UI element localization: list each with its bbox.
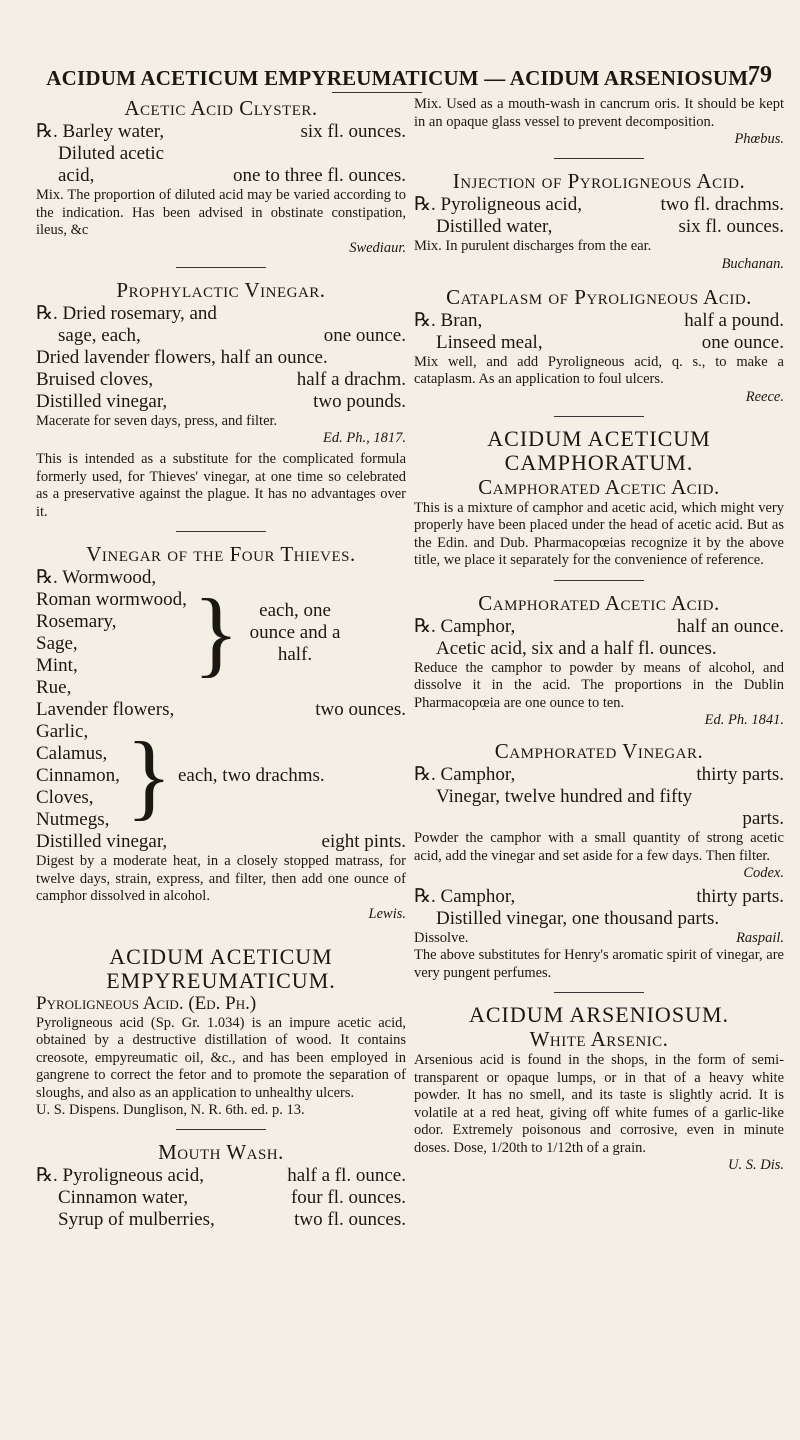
section-mouth-wash: [36, 1140, 406, 1231]
ingredient: ℞. Pyroligneous acid,: [414, 194, 582, 215]
ingredient-row: [414, 764, 784, 786]
ingredient: ℞. Pyroligneous acid,: [36, 1165, 204, 1186]
ingredient-group: [36, 721, 406, 831]
ingredient-row: [414, 310, 784, 332]
source: Reece.: [745, 388, 784, 405]
ingredient: Sage,: [36, 633, 78, 654]
ingredient: ℞. Camphor,: [414, 615, 516, 637]
dose: eight pints.: [321, 831, 406, 852]
source: Ed. Ph., 1817.: [323, 430, 406, 446]
ingredient-list: [36, 721, 120, 831]
ingredient: sage, each,: [58, 324, 141, 346]
section-camphorated-acetic: [414, 591, 784, 730]
dose: one to three fl. ounces.: [232, 165, 406, 186]
dose: thirty parts.: [696, 764, 784, 785]
divider: [554, 992, 644, 993]
note: This is intended as a substitute for the complicated formula formerly used, for Thieves' vinegar, at one time so celebrated as a preservative against the plague. It has no advantages over it.: [36, 451, 406, 520]
note: Mix. Used as a mouth-wash in cancrum oris. It should be kept in an opaque glass vessel to prevent decomposition.: [414, 96, 784, 130]
ingredient-row: [414, 216, 784, 238]
ingredient: Lavender flowers,: [36, 699, 175, 720]
ingredient: parts.: [742, 808, 784, 829]
ingredient: Nutmegs,: [36, 809, 110, 830]
dose: one ounce.: [701, 331, 784, 353]
source: Buchanan.: [721, 255, 784, 272]
dose: half an ounce.: [676, 615, 784, 637]
ingredient: ℞. Dried rosemary, and: [36, 302, 217, 324]
divider: [176, 531, 266, 532]
section-camphorated-vinegar: [414, 739, 784, 982]
section-heading: ACIDUM ARSENIOSUM.: [468, 1002, 730, 1027]
source: Phœbus.: [734, 131, 784, 147]
ingredient: Mint,: [36, 655, 78, 676]
ingredient-row: [36, 1165, 406, 1187]
section-title: Acetic Acid Clyster.: [124, 96, 318, 120]
right-column: [414, 96, 784, 1174]
note: Mix well, and add Pyroligneous acid, q. s., to make a cataplasm. As an application to foul ulcers.: [414, 353, 784, 387]
ingredient-row: [36, 325, 406, 347]
source: U. S. Dispens. Dunglison, N. R. 6th. ed. p. 13.: [36, 1102, 305, 1118]
section-acetic-acid-clyster: [36, 96, 406, 257]
section-heading: ACIDUM ACETICUM CAMPHORATUM.: [487, 425, 711, 475]
ingredient-list: [36, 567, 187, 699]
dose: each, two drachms.: [178, 765, 325, 786]
dose: six fl. ounces.: [678, 216, 784, 237]
note-row: [414, 930, 784, 947]
ingredient: Cinnamon water,: [58, 1187, 189, 1208]
ingredient: Vinegar, twelve hundred and fifty: [436, 786, 693, 807]
ingredient-group: [36, 567, 406, 699]
ingredient: Cinnamon,: [36, 765, 120, 786]
dose: two fl. drachms.: [660, 194, 784, 215]
ingredient: Syrup of mulberries,: [58, 1209, 215, 1230]
section-title: Mouth Wash.: [158, 1140, 284, 1164]
source: U. S. Dis.: [728, 1157, 784, 1173]
source: Swediaur.: [349, 239, 406, 256]
note: The above substitutes for Henry's aromatic spirit of vinegar, are very pungent perfumes.: [414, 947, 784, 981]
dose: half a drachm.: [296, 368, 406, 390]
note: Mix. In purulent discharges from the ear.: [414, 238, 652, 254]
dose: each, one ounce and a half.: [249, 600, 341, 665]
source: Codex.: [743, 865, 784, 881]
divider: [554, 416, 644, 417]
ingredient: Distilled vinegar,: [36, 390, 168, 412]
ingredient-row: [36, 1187, 406, 1209]
note: Reduce the camphor to powder by means of alcohol, and dissolve it in the acid. The proportions in the Dublin Pharmacopœia are one ounce to ten.: [414, 659, 784, 711]
section-heading: ACIDUM ACETICUM EMPYREUMATICUM.: [106, 943, 336, 993]
header-rule: [332, 92, 422, 93]
section-mouth-wash-note: [414, 96, 784, 148]
section-title: Prophylactic Vinegar.: [116, 277, 326, 302]
section-four-thieves: [36, 542, 406, 923]
section-cataplasm: [414, 285, 784, 406]
dose: two fl. ounces.: [294, 1209, 406, 1230]
ingredient: Calamus,: [36, 743, 108, 764]
ingredient: Diluted acetic: [58, 143, 165, 164]
ingredient: ℞. Camphor,: [414, 886, 516, 907]
section-arseniosum: [414, 1003, 784, 1174]
section-injection: [414, 169, 784, 273]
divider: [176, 1129, 266, 1130]
ingredient-row: [36, 165, 406, 187]
ingredient: ℞. Barley water,: [36, 121, 165, 142]
dose: half a pound.: [684, 309, 784, 331]
dose: two ounces.: [315, 699, 406, 720]
ingredient-row: [414, 194, 784, 216]
ingredient: ℞. Bran,: [414, 309, 483, 331]
subtitle: Pyroligneous Acid. (Ed. Ph.): [36, 992, 257, 1014]
ingredient: Distilled vinegar,: [36, 831, 168, 852]
dose: two pounds.: [313, 390, 406, 412]
source: Raspail.: [736, 930, 784, 946]
ingredient-row: [36, 121, 406, 143]
section-title: Injection of Pyroligneous Acid.: [452, 169, 746, 193]
section-camphoratum: [414, 427, 784, 570]
ingredient-row: [414, 886, 784, 908]
source: Ed. Ph. 1841.: [704, 712, 784, 728]
divider: [554, 580, 644, 581]
page-number: 79: [748, 62, 772, 88]
note: This is a mixture of camphor and acetic acid, which might very properly have been placed under the head of acetic acid. But as the Edin. and Dub. Pharmacopœias recognize it by the above title, we place it separately for the convenience of reference.: [414, 499, 784, 568]
note: Powder the camphor with a small quantity of strong acetic acid, add the vinegar and set aside for a few days. Then filter.: [414, 830, 784, 864]
ingredient: Roman wormwood,: [36, 589, 187, 610]
note: Digest by a moderate heat, in a closely stopped matrass, for twelve days, strain, express, and filter, then add one ounce of camphor dissolved in alcohol.: [36, 853, 406, 904]
ingredient: acid,: [58, 165, 95, 186]
ingredient-row: [36, 1209, 406, 1231]
dose: six fl. ounces.: [300, 121, 406, 142]
section-title: Camphorated Vinegar.: [494, 739, 704, 763]
ingredient: Distilled vinegar, one thousand parts.: [436, 908, 720, 929]
ingredient: Acetic acid, six and a half fl. ounces.: [436, 637, 717, 659]
running-title: ACIDUM ACETICUM EMPYREUMATICUM — ACIDUM ARSENIOSUM.: [46, 66, 754, 90]
ingredient: Bruised cloves,: [36, 368, 154, 390]
dose: four fl. ounces.: [290, 1187, 406, 1208]
ingredient-row: [36, 391, 406, 413]
ingredient: Rue,: [36, 677, 72, 698]
section-title: Vinegar of the Four Thieves.: [86, 542, 356, 566]
ingredient-row: [414, 616, 784, 638]
dose: one ounce.: [323, 324, 406, 346]
ingredient-row: [414, 332, 784, 354]
section-title: Camphorated Acetic Acid.: [478, 590, 720, 615]
note: Pyroligneous acid (Sp. Gr. 1.034) is an impure acetic acid, obtained by a destructive distillation of wood. It contains creosote, empyreumatic oil, &c., and has been employed in gangrene to correct the fetor and to promote the separation of sloughs, and also as an application to unhealthy ulcers.: [36, 1014, 406, 1101]
ingredient: Distilled water,: [436, 216, 553, 237]
ingredient: Dried lavender flowers, half an ounce.: [36, 346, 328, 368]
section-prophylactic-vinegar: [36, 278, 406, 522]
ingredient-row: [36, 699, 406, 721]
brace-glyph: }: [125, 722, 172, 829]
divider: [554, 158, 644, 159]
note: Arsenious acid is found in the shops, in the form of semi-transparent or opaque lumps, or in that of a heavy white powder. It has no smell, and its taste is slightly acrid. It is volatile at a red heat, giving off white fumes of a garlic-like odor. Extremely poisonous and corrosive, even in minute doses. Dose, 1/20th to 1/12th of a grain.: [414, 1052, 784, 1156]
ingredient: Cloves,: [36, 787, 94, 808]
ingredient: Linseed meal,: [436, 331, 543, 353]
ingredient: Rosemary,: [36, 611, 117, 632]
note: Dissolve.: [414, 930, 469, 946]
note: Mix. The proportion of diluted acid may be varied according to the indication. Has been advised in obstinate constipation, ileus, &c: [36, 187, 406, 238]
subtitle: Camphorated Acetic Acid.: [478, 474, 720, 499]
dose: thirty parts.: [696, 886, 784, 907]
dose: half a fl. ounce.: [287, 1165, 406, 1186]
ingredient-row: [36, 831, 406, 853]
subtitle: White Arsenic.: [529, 1027, 669, 1051]
source: Lewis.: [368, 905, 406, 922]
divider: [176, 267, 266, 268]
ingredient: ℞. Camphor,: [414, 764, 516, 785]
section-title: Cataplasm of Pyroligneous Acid.: [446, 284, 752, 309]
section-empyreumaticum: [36, 945, 406, 1120]
left-column: [36, 96, 406, 1231]
ingredient: ℞. Wormwood,: [36, 567, 157, 588]
note: Macerate for seven days, press, and filter.: [36, 412, 278, 429]
ingredient: Garlic,: [36, 721, 89, 742]
brace-glyph: }: [192, 579, 240, 686]
ingredient-row: [36, 369, 406, 391]
